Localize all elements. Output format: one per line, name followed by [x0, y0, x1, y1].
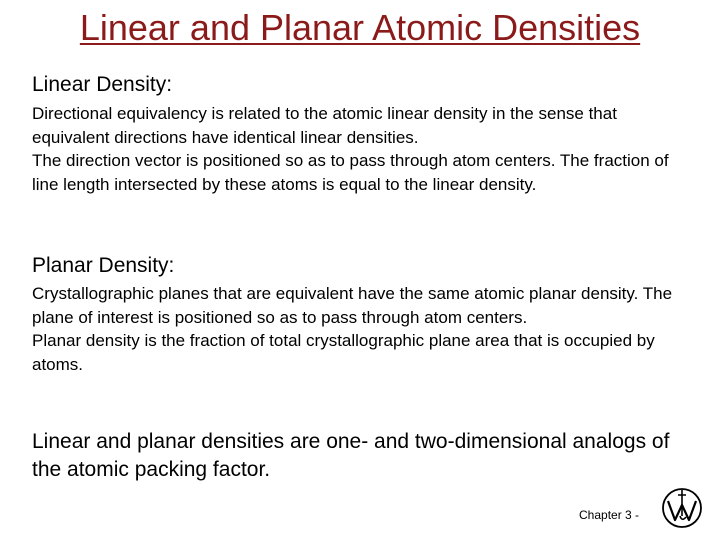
planar-density-heading: Planar Density: [32, 254, 175, 277]
linear-density-paragraph: Directional equivalency is related to the atomic linear density in the sense that equivalent directions have identical linear densities. [32, 104, 617, 147]
planar-density-paragraph: Crystallographic planes that are equivalent have the same atomic planar density. The plane of interest is positioned so as to pass through atom centers. [32, 284, 673, 327]
planar-density-text [32, 282, 692, 376]
publisher-logo-icon [660, 486, 704, 530]
planar-density-paragraph: Planar density is the fraction of total crystallographic plane area that is occupied by atoms. [32, 331, 655, 374]
linear-density-text [32, 102, 692, 196]
conclusion-text: Linear and planar densities are one- and two-dimensional analogs of the atomic packing factor. [32, 430, 670, 481]
linear-density-heading: Linear Density: [32, 73, 173, 96]
linear-density-paragraph: The direction vector is positioned so as to pass through atom centers. The fraction of line length intersected by these atoms is equal to the linear density. [32, 151, 669, 194]
chapter-footer: Chapter 3 - [579, 508, 640, 522]
slide-title: Linear and Planar Atomic Densities [79, 7, 641, 48]
